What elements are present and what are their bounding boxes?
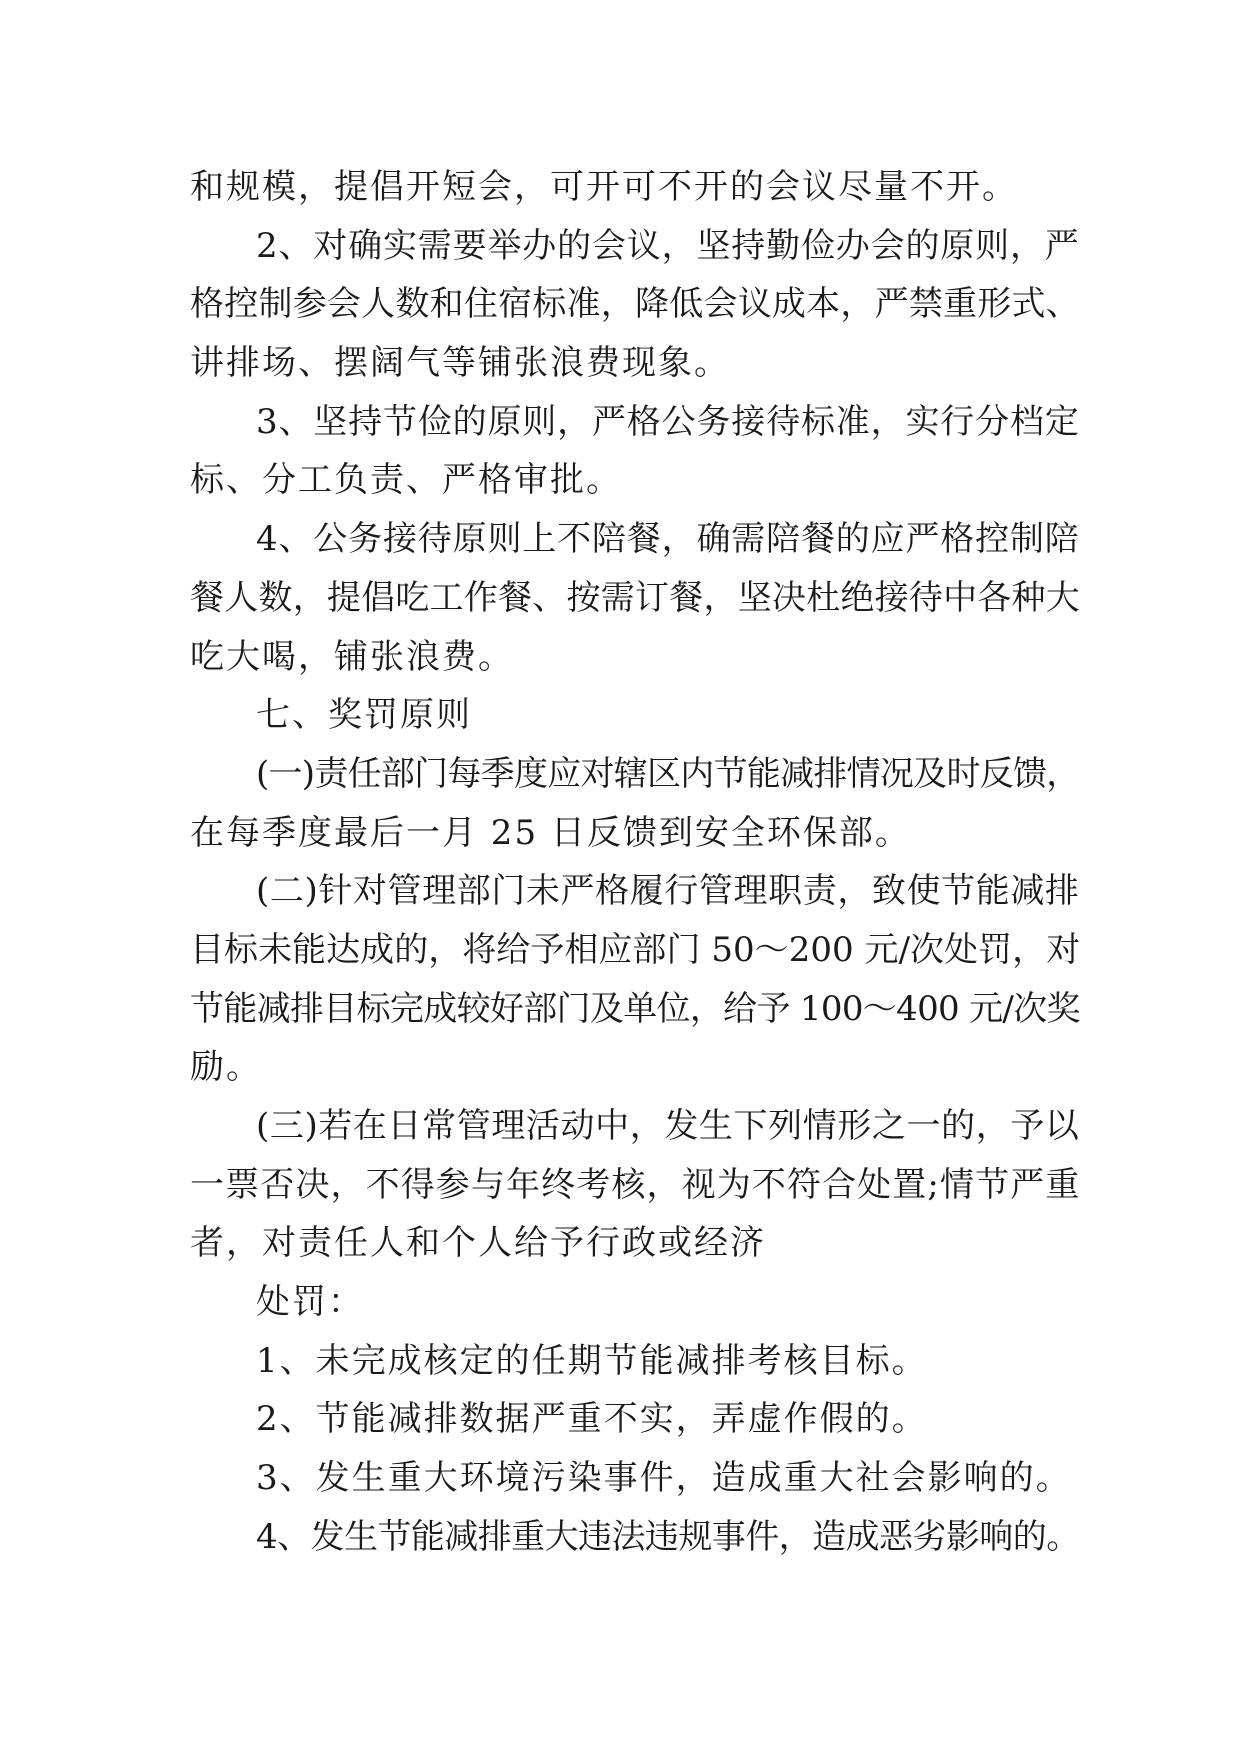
text-line: 讲排场、摆阔气等铺张浪费现象。 <box>190 343 730 384</box>
text-line: 3、坚持节俭的原则，严格公务接待标准，实行分档定 <box>256 401 1080 442</box>
text-line: 在每季度最后一月 25 日反馈到安全环保部。 <box>190 812 911 853</box>
section-heading: 七、奖罚原则 <box>256 695 472 736</box>
body-text <box>190 158 1081 1567</box>
list-item: 4、发生节能减排重大违法违规事件，造成恶劣影响的。 <box>256 1516 1080 1557</box>
text-line: 吃大喝，铺张浪费。 <box>190 636 514 677</box>
text-line: (二)针对管理部门未严格履行管理职责，致使节能减排 <box>256 871 1080 912</box>
text-line: 4、公务接待原则上不陪餐，确需陪餐的应严格控制陪 <box>256 519 1080 560</box>
text-line: (三)若在日常管理活动中，发生下列情形之一的，予以 <box>256 1106 1080 1146</box>
text-line: 节能减排目标完成较好部门及单位，给予 100～400 元/次奖 <box>190 988 1080 1029</box>
text-line: 格控制参会人数和住宿标准，降低会议成本，严禁重形式、 <box>190 284 1080 325</box>
list-item: 3、发生重大环境污染事件，造成重大社会影响的。 <box>256 1458 1072 1499</box>
list-item: 1、未完成核定的任期节能减排考核目标。 <box>256 1340 928 1381</box>
text-line: 2、对确实需要举办的会议，坚持勤俭办会的原则，严 <box>256 225 1080 266</box>
text-line: 一票否决，不得参与年终考核，视为不符合处置;情节严重 <box>190 1164 1081 1205</box>
text-line: 者，对责任人和个人给予行政或经济 <box>190 1223 766 1264</box>
text-line: 餐人数，提倡吃工作餐、按需订餐，坚决杜绝接待中各种大 <box>190 577 1080 618</box>
text-line: 目标未能达成的，将给予相应部门 50～200 元/次处罚，对 <box>190 929 1081 970</box>
text-line: (一)责任部门每季度应对辖区内节能减排情况及时反馈， <box>256 753 1080 794</box>
text-line: 处罚： <box>256 1282 364 1323</box>
list-item: 2、节能减排数据严重不实，弄虚作假的。 <box>256 1399 928 1440</box>
text-line: 励。 <box>190 1047 262 1088</box>
text-line: 和规模，提倡开短会，可开可不开的会议尽量不开。 <box>190 167 1018 207</box>
text-line: 标、分工负责、严格审批。 <box>190 460 622 501</box>
